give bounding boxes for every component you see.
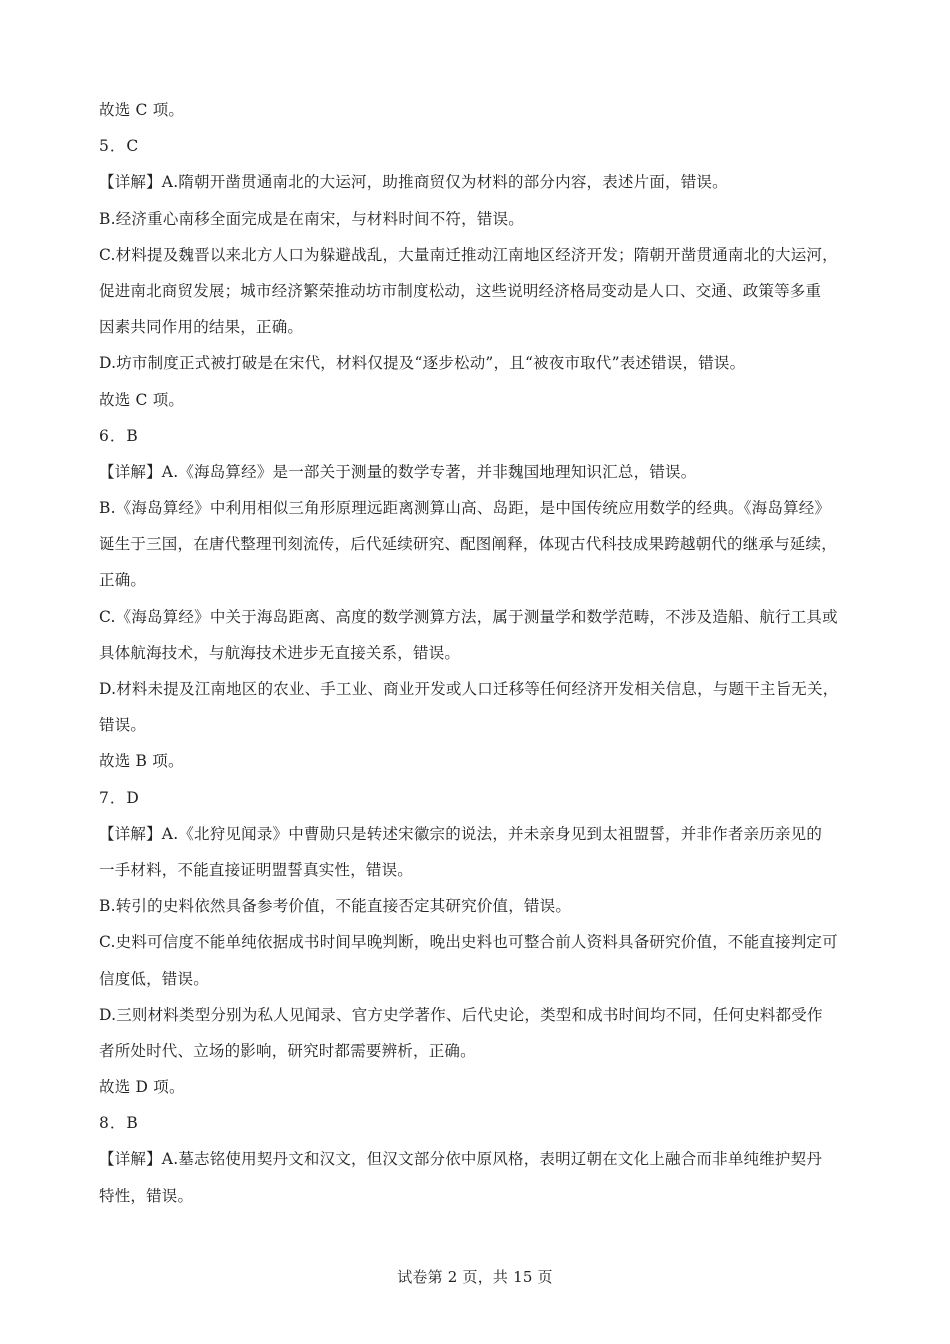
text-line: B.经济重心南移全面完成是在南宋，与材料时间不符，错误。 xyxy=(99,209,524,228)
text-line: C.史料可信度不能单纯依据成书时间早晚判断，晚出史料也可整合前人资料具备研究价值，不能直接判定可 xyxy=(99,933,838,952)
text-line: 【详解】A.《北狩见闻录》中曹勋只是转述宋徽宗的说法，并未亲身见到太祖盟誓，并非作者亲历亲见的 xyxy=(99,824,823,843)
text-line: 故选 C 项。 xyxy=(99,390,185,409)
text-line: 故选 C 项。 xyxy=(99,101,185,119)
text-line: C.《海岛算经》中关于海岛距离、高度的数学测算方法，属于测量学和数学范畴，不涉及造船、航行工具或 xyxy=(99,607,838,626)
answer-heading: 8．B xyxy=(99,1114,139,1133)
text-line: 者所处时代、立场的影响，研究时都需要辨析，正确。 xyxy=(99,1041,476,1060)
text-line: D.坊市制度正式被打破是在宋代，材料仅提及“逐步松动”，且“被夜市取代”表述错误，错误。 xyxy=(99,354,746,373)
answer-heading: 6．B xyxy=(99,426,139,445)
answer-heading: 5．C xyxy=(99,137,140,156)
text-line: 故选 B 项。 xyxy=(99,752,184,771)
text-line: 因素共同作用的结果，正确。 xyxy=(99,318,304,337)
text-line: 特性，错误。 xyxy=(99,1186,194,1205)
text-line: C.材料提及魏晋以来北方人口为躲避战乱，大量南迁推动江南地区经济开发；隋朝开凿贯通南北的大运河， xyxy=(99,245,838,264)
text-line: 正确。 xyxy=(99,571,147,590)
text-line: 促进南北商贸发展；城市经济繁荣推动坊市制度松动，这些说明经济格局变动是人口、交通、政策等多重 xyxy=(99,281,822,300)
text-line: B.转引的史料依然具备参考价值，不能直接否定其研究价值，错误。 xyxy=(99,897,572,916)
text-line: 错误。 xyxy=(99,716,147,735)
text-line: 【详解】A.隋朝开凿贯通南北的大运河，助推商贸仅为材料的部分内容，表述片面，错误。 xyxy=(99,173,728,192)
text-line: 【详解】A.《海岛算经》是一部关于测量的数学专著，并非魏国地理知识汇总，错误。 xyxy=(99,462,697,481)
answer-explanations xyxy=(99,92,859,1214)
page-footer: 试卷第 2 页，共 15 页 xyxy=(397,1268,553,1286)
text-line: D.三则材料类型分别为私人见闻录、官方史学著作、后代史论，类型和成书时间均不同，任何史料都受作 xyxy=(99,1005,823,1024)
text-line: 【详解】A.墓志铭使用契丹文和汉文，但汉文部分依中原风格，表明辽朝在文化上融合而非单纯维护契丹 xyxy=(99,1150,823,1169)
answer-heading: 7．D xyxy=(99,788,140,807)
text-line: B.《海岛算经》中利用相似三角形原理远距离测算山高、岛距，是中国传统应用数学的经典。《海岛算经》 xyxy=(99,499,831,518)
text-line: 具体航海技术，与航海技术进步无直接关系，错误。 xyxy=(99,643,461,662)
text-line: 一手材料，不能直接证明盟誓真实性，错误。 xyxy=(99,860,414,879)
text-line: 信度低，错误。 xyxy=(99,969,209,988)
text-line: 诞生于三国，在唐代整理刊刻流传，后代延续研究、配图阐释，体现古代科技成果跨越朝代的继承与延续， xyxy=(99,535,837,554)
text-line: 故选 D 项。 xyxy=(99,1078,185,1097)
text-line: D.材料未提及江南地区的农业、手工业、商业开发或人口迁移等任何经济开发相关信息，与题干主旨无关， xyxy=(99,680,839,698)
